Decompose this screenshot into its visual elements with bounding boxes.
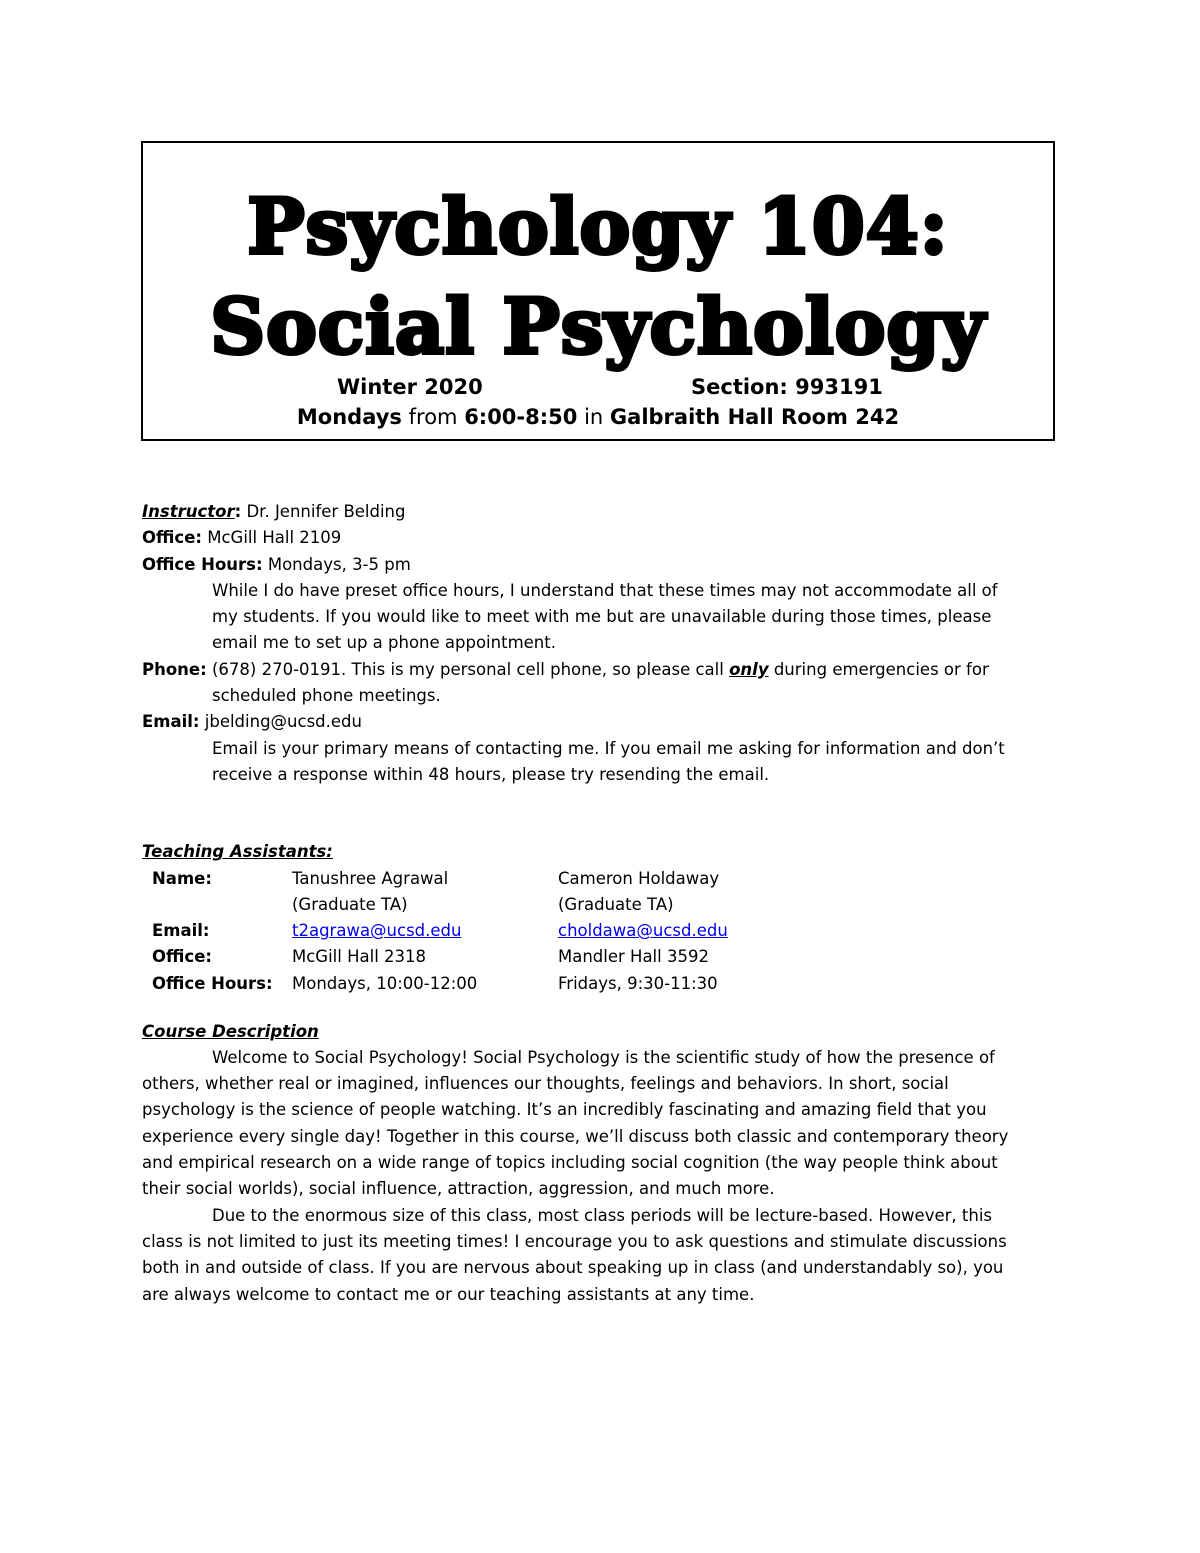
- course-description-heading-line: [142, 1019, 1062, 1045]
- ta-row-label: Office Hours:: [152, 973, 273, 993]
- ta1-cell: Mondays, 10:00-12:00: [292, 973, 478, 993]
- meeting-place: Galbraith Hall Room 242: [609, 405, 900, 429]
- email-note-line: Email is your primary means of contacting me. If you email me asking for information and don’t: [212, 738, 1005, 758]
- ta2-cell: Fridays, 9:30-11:30: [558, 973, 718, 993]
- office-line: [142, 525, 1062, 551]
- ta-row-office-hours: [142, 971, 1062, 997]
- ta1-cell: McGill Hall 2318: [292, 947, 427, 967]
- section-spacer: [142, 788, 1062, 839]
- hours-note-line: While I do have preset office hours, I understand that these times may not accommodate all of: [212, 580, 998, 600]
- description-line: Welcome to Social Psychology! Social Psychology is the scientific study of how the presence of: [212, 1047, 995, 1067]
- ta1-email-link[interactable]: t2agrawa@ucsd.edu: [292, 921, 462, 941]
- ta2-cell: Mandler Hall 3592: [558, 947, 709, 967]
- phone-line-2: scheduled phone meetings.: [212, 686, 441, 706]
- description-line: psychology is the science of people watching. It’s an incredibly fascinating and amazing field that you: [142, 1100, 987, 1120]
- description-line: are always welcome to contact me or our teaching assistants at any time.: [142, 1284, 755, 1304]
- syllabus-body: [142, 499, 1062, 1308]
- description-line: Due to the enormous size of this class, most class periods will be lecture-based. However, this: [212, 1205, 992, 1225]
- description-line: experience every single day! Together in this course, we’ll discuss both classic and contemporary theory: [142, 1126, 1009, 1146]
- course-description-heading: Course Description: [142, 1021, 319, 1041]
- ta-heading: Teaching Assistants:: [142, 842, 333, 862]
- email-line: [142, 709, 1062, 735]
- instructor-colon: :: [234, 502, 242, 521]
- instructor-heading: Instructor: [142, 502, 235, 521]
- description-line: others, whether real or imagined, influences our thoughts, feelings and behaviors. In short, social: [142, 1074, 949, 1094]
- instructor-name: Dr. Jennifer Belding: [241, 502, 406, 521]
- phone-label: Phone:: [142, 659, 207, 679]
- phone-text-pre: (678) 270-0191. This is my personal cell phone, so please call: [206, 659, 730, 679]
- office-label: Office:: [142, 528, 202, 548]
- meeting-info: [143, 405, 1053, 429]
- ta-row-office: [142, 944, 1062, 970]
- phone-line: [142, 657, 1062, 683]
- course-title-box: [141, 141, 1055, 441]
- description-line: both in and outside of class. If you are nervous about speaking up in class (and understandably so), you: [142, 1258, 1004, 1278]
- meeting-time: 6:00-8:50: [464, 405, 578, 429]
- description-line: their social worlds), social influence, attraction, aggression, and much more.: [142, 1179, 775, 1199]
- office-hours-value: Mondays, 3-5 pm: [262, 554, 411, 574]
- ta-row-label: Office:: [152, 947, 212, 967]
- ta-table: [142, 866, 1062, 997]
- hours-note-line: email me to set up a phone appointment.: [212, 633, 556, 653]
- email-label: Email:: [142, 712, 200, 732]
- ta-row-email: [142, 918, 1062, 944]
- course-title-line-1: Psychology 104:: [247, 182, 949, 271]
- description-line: and empirical research on a wide range of topics including social cognition (the way people think about: [142, 1153, 998, 1173]
- term-label: Winter 2020: [337, 375, 483, 399]
- ta-row-label: Email:: [152, 921, 210, 941]
- phone-only-emphasis: only: [729, 659, 769, 679]
- description-line: class is not limited to just its meeting times! I encourage you to ask questions and stimulate discussions: [142, 1231, 1007, 1251]
- ta1-cell: Tanushree Agrawal: [292, 868, 449, 888]
- ta-heading-line: [142, 839, 1062, 865]
- section-spacer: [142, 997, 1062, 1019]
- ta-row-name: [142, 866, 1062, 892]
- ta-row-role: [142, 892, 1062, 918]
- email-value: jbelding@ucsd.edu: [199, 712, 362, 732]
- ta-row-label: Name:: [152, 868, 212, 888]
- course-title-line-2: Social Psychology: [210, 282, 986, 371]
- email-note-line: receive a response within 48 hours, please try resending the email.: [212, 764, 770, 784]
- hours-note-line: my students. If you would like to meet with me but are unavailable during those times, please: [212, 607, 992, 627]
- ta2-cell: (Graduate TA): [558, 894, 674, 914]
- meeting-in: in: [584, 405, 604, 429]
- instructor-line: [142, 499, 1062, 525]
- meeting-from: from: [408, 405, 458, 429]
- office-value: McGill Hall 2109: [202, 528, 342, 548]
- ta1-cell: (Graduate TA): [292, 894, 408, 914]
- ta2-cell: Cameron Holdaway: [558, 868, 720, 888]
- office-hours-label: Office Hours:: [142, 554, 263, 574]
- phone-text-post: during emergencies or for: [768, 659, 989, 679]
- meeting-day: Mondays: [296, 405, 402, 429]
- office-hours-line: [142, 552, 1062, 578]
- ta2-email-link[interactable]: choldawa@ucsd.edu: [558, 921, 728, 941]
- section-label: Section: 993191: [691, 375, 883, 399]
